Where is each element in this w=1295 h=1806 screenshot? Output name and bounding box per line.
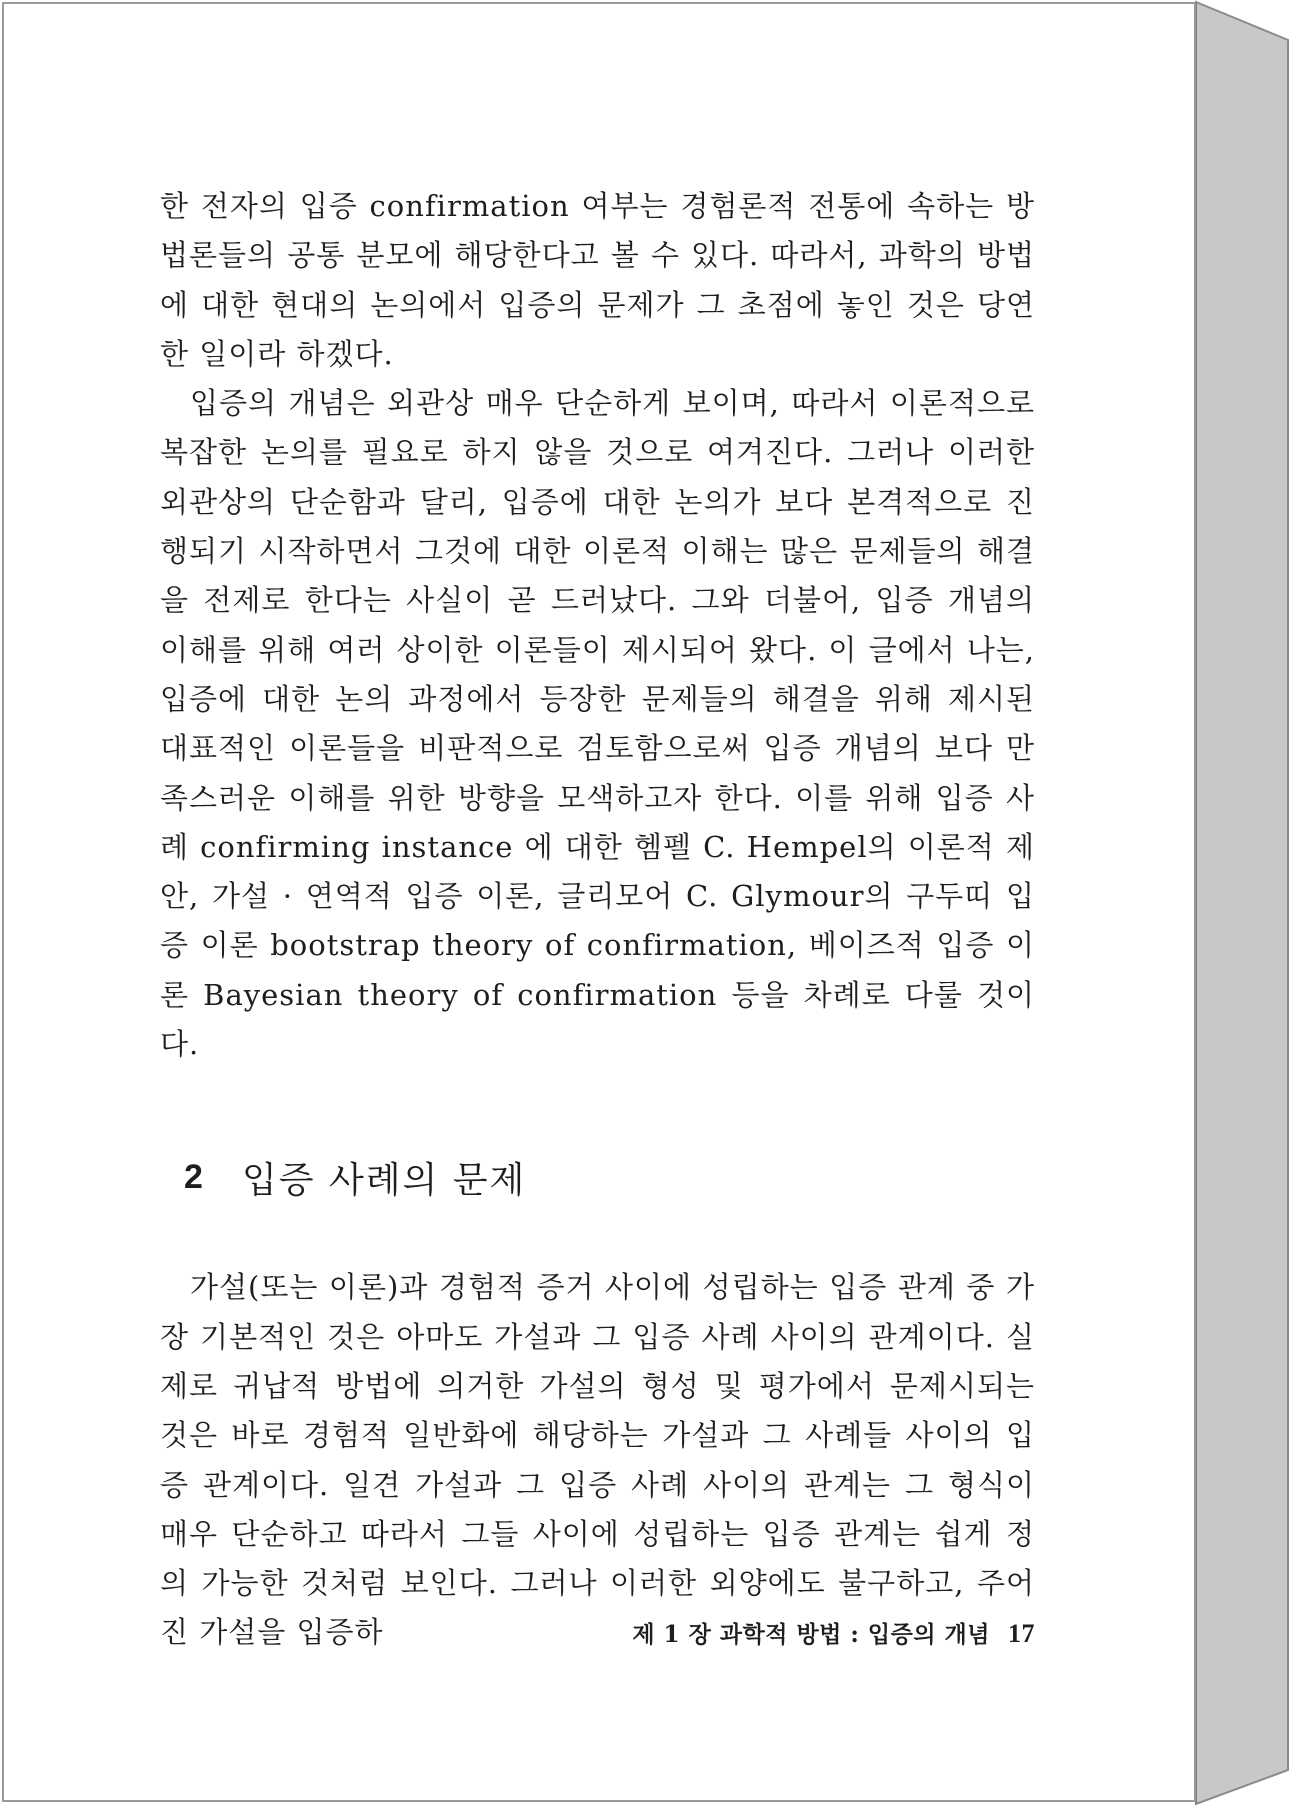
section-number: 2 xyxy=(184,1157,203,1196)
paragraph-2: 입증의 개념은 외관상 매우 단순하게 보이며, 따라서 이론적으로 복잡한 논의를 필요로 하지 않을 것으로 여겨진다. 그러나 이러한 외관상의 단순함과 달리, 입증에 대한 논의가 보다 본격적으로 진행되기 시작하면서 그것에 대한 이론적 이해는 많은 문제들의 해결을 전제로 한다는 사실이 곧 드러났다. 그와 더불어, 입증 개념의 이해를 위해 여러 상이한 이론들이 제시되어 왔다. 이 글에서 나는, 입증에 대한 논의 과정에서 등장한 문제들의 해결을 위해 제시된 대표적인 이론들을 비판적으로 검토함으로써 입증 개념의 보다 만족스러운 이해를 위한 방향을 모색하고자 한다. 이를 위해 입증 사례 confirming instance 에 대한 헴펠 C. Hempel의 이론적 제안, 가설 · 연역적 입증 이론, 글리모어 C. Glymour의 구두띠 입증 이론 bootstrap theory of confirmation, 베이즈적 입증 이론 Bayesian theory of confirmation 등을 차례로 다룰 것이다. xyxy=(160,386,1035,1062)
section-title: 입증 사례의 문제 xyxy=(242,1159,527,1201)
page-number: 17 xyxy=(1008,1619,1035,1648)
section-heading xyxy=(160,1147,1035,1207)
page-content xyxy=(160,182,1035,1658)
page-footer xyxy=(560,1616,1035,1649)
footer-chapter-title: 제 1 장 과학적 방법 : 입증의 개념 xyxy=(632,1621,990,1648)
paragraph-1: 한 전자의 입증 confirmation 여부는 경험론적 전통에 속하는 방법론들의 공통 분모에 해당한다고 볼 수 있다. 따라서, 과학의 방법에 대한 현대의 논의에서 입증의 문제가 그 초점에 놓인 것은 당연한 일이라 하겠다. xyxy=(160,189,1035,371)
paragraph-3: 가설(또는 이론)과 경험적 증거 사이에 성립하는 입증 관계 중 가장 기본적인 것은 아마도 가설과 그 입증 사례 사이의 관계이다. 실제로 귀납적 방법에 의거한 가설의 형성 및 평가에서 문제시되는 것은 바로 경험적 일반화에 해당하는 가설과 그 사례들 사이의 입증 관계이다. 일견 가설과 그 입증 사례 사이의 관계는 그 형식이 매우 단순하고 따라서 그들 사이에 성립하는 입증 관계는 쉽게 정의 가능한 것처럼 보인다. 그러나 이러한 외양에도 불구하고, 주어진 가설을 입증하 xyxy=(160,1270,1035,1650)
